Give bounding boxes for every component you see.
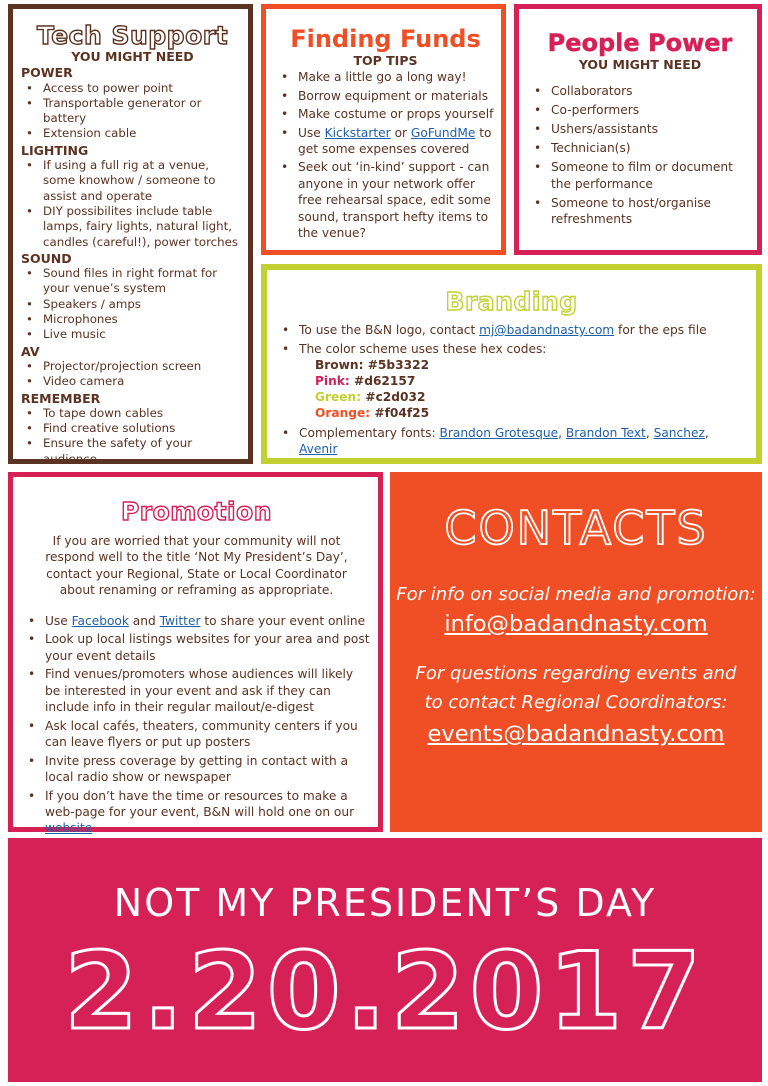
- hex-label: Green:: [315, 390, 362, 404]
- text: or: [390, 125, 411, 140]
- events-question: For questions regarding events and to contact Regional Coordinators:: [415, 663, 737, 713]
- list-item: [277, 425, 746, 457]
- list-item: • Microphones: [21, 312, 244, 327]
- font-link[interactable]: Sanchez: [653, 426, 705, 440]
- tech-support-subtitle: YOU MIGHT NEED: [71, 49, 194, 64]
- list-item: • Someone to host/organise refreshments: [529, 195, 751, 228]
- list-item: • If using a full rig at a venue, some knowhow / someone to assist and operate: [21, 158, 244, 204]
- list-item: • Collaborators: [529, 83, 751, 99]
- hex-brown: Brown: #5b3322: [315, 358, 430, 372]
- hex-code: #f04f25: [370, 406, 430, 420]
- hex-green: [299, 389, 746, 405]
- promotion-list: [23, 613, 370, 837]
- promotion-intro: If you are worried that your community will not respond well to the title ‘Not My President’s Day’, contact your Regional, State or Local Coordinator about renaming or reframing as appropriate.: [45, 534, 348, 598]
- list-item: [277, 341, 746, 421]
- contacts-title: CONTACTS: [444, 501, 708, 555]
- tech-support-title: Tech Support: [36, 21, 229, 50]
- facebook-link[interactable]: Facebook: [71, 613, 129, 628]
- list-item: • Transportable generator or battery: [21, 96, 244, 127]
- list-item: • Technician(s): [529, 140, 751, 156]
- list-item: [23, 788, 370, 837]
- people-list: [529, 83, 751, 227]
- list-item: • Live music: [21, 327, 244, 342]
- list-item: • Look up local listings websites for your area and post your event details: [23, 631, 370, 664]
- list-item: • Find venues/promoters whose audiences will likely be interested in your event and ask if they can include info in their regular mailout/e-digest: [23, 666, 370, 715]
- hex-label: Orange:: [315, 406, 371, 420]
- people-power-title: People Power: [547, 29, 733, 57]
- list-item: [23, 613, 370, 629]
- gofundme-link[interactable]: GoFundMe: [410, 125, 476, 140]
- font-link[interactable]: Brandon Text: [565, 426, 646, 440]
- power-list: [21, 81, 244, 142]
- sound-list: [21, 266, 244, 342]
- list-item: • Extension cable: [21, 126, 244, 141]
- list-item: • Borrow equipment or materials: [276, 88, 495, 104]
- branding-list: [277, 322, 746, 457]
- list-item: • Ushers/assistants: [529, 121, 751, 137]
- separator: ,: [558, 426, 566, 440]
- list-item: • Video camera: [21, 374, 244, 389]
- website-link[interactable]: website: [45, 821, 93, 836]
- people-power-subtitle: YOU MIGHT NEED: [578, 57, 702, 72]
- hex-label: Pink:: [315, 374, 350, 388]
- list-item: [276, 125, 495, 158]
- list-item: • Ensure the safety of your audience: [21, 436, 244, 467]
- hex-orange: [299, 405, 746, 421]
- separator: ,: [704, 426, 709, 440]
- remember-list: [21, 406, 244, 467]
- hex-code: #c2d032: [361, 390, 426, 404]
- font-link[interactable]: Avenir: [299, 442, 338, 456]
- hex-code: #d62157: [349, 374, 416, 388]
- funds-list: [276, 69, 495, 241]
- list-item: • Make costume or props yourself: [276, 106, 495, 122]
- text: The color scheme uses these hex codes:: [299, 342, 547, 356]
- branding-panel: [261, 264, 762, 464]
- list-item: • Projector/projection screen: [21, 359, 244, 374]
- text: for the eps file: [614, 323, 707, 337]
- text: If you don’t have the time or resources to make a web-page for your event, B&N will hold one on our: [45, 788, 355, 820]
- list-item: • Sound files in right format for your venue’s system: [21, 266, 244, 297]
- list-item: • Seek out ‘in-kind’ support - can anyone in your network offer free rehearsal space, edit some sound, transport hefty items to the venue?: [276, 159, 495, 241]
- power-heading: POWER: [21, 65, 73, 81]
- text: Complementary fonts:: [299, 426, 440, 440]
- tech-support-panel: [8, 4, 253, 464]
- text: To use the B&N logo, contact: [299, 323, 480, 337]
- social-media-question: For info on social media and promotion:: [396, 584, 756, 605]
- font-link[interactable]: Brandon Grotesque: [439, 426, 559, 440]
- list-item: • To tape down cables: [21, 406, 244, 421]
- separator: ,: [645, 426, 654, 440]
- people-power-panel: [514, 4, 762, 255]
- av-list: [21, 359, 244, 390]
- list-item: • Access to power point: [21, 81, 244, 96]
- finding-funds-title: Finding Funds: [290, 25, 481, 53]
- list-item: • Ask local cafés, theaters, community centers if you can leave flyers or put up posters: [23, 718, 370, 751]
- text: to get some expenses covered: [298, 125, 492, 157]
- text: to share your event online: [200, 613, 366, 628]
- event-name: NOT MY PRESIDENT’S DAY: [113, 881, 657, 925]
- list-item: • Someone to film or document the performance: [529, 159, 751, 192]
- sound-heading: SOUND: [21, 250, 72, 266]
- list-item: • Co-performers: [529, 102, 751, 118]
- list-item: • Invite press coverage by getting in contact with a local radio show or newspaper: [23, 753, 370, 786]
- promotion-panel: [8, 472, 383, 836]
- branding-title: Branding: [445, 287, 578, 316]
- list-item: • Make a little go a long way!: [276, 69, 495, 85]
- info-email-link[interactable]: info@badandnasty.com: [444, 611, 708, 637]
- promotion-title: Promotion: [120, 497, 273, 526]
- list-item: • DIY possibilites include table lamps, fairy lights, natural light, candles (careful!), power torches: [21, 204, 244, 250]
- events-email-link[interactable]: events@badandnasty.com: [427, 721, 725, 747]
- text: Use: [298, 125, 325, 140]
- text: and: [128, 613, 160, 628]
- lighting-heading: LIGHTING: [21, 142, 89, 158]
- list-item: • Speakers / amps: [21, 297, 244, 312]
- hex-pink: [299, 373, 746, 389]
- event-banner: [8, 838, 762, 1082]
- finding-funds-subtitle: TOP TIPS: [353, 53, 418, 68]
- finding-funds-panel: [261, 4, 506, 255]
- list-item: • Find creative solutions: [21, 421, 244, 436]
- twitter-link[interactable]: Twitter: [159, 613, 201, 628]
- logo-email-link[interactable]: mj@badandnasty.com: [479, 323, 615, 337]
- list-item: [277, 322, 746, 338]
- contacts-panel: [390, 472, 762, 832]
- event-date: 2.20.2017: [64, 930, 706, 1053]
- av-heading: AV: [21, 343, 40, 359]
- text: Use: [45, 613, 72, 628]
- remember-heading: REMEMBER: [21, 390, 101, 406]
- kickstarter-link[interactable]: Kickstarter: [324, 125, 391, 140]
- lighting-list: [21, 158, 244, 250]
